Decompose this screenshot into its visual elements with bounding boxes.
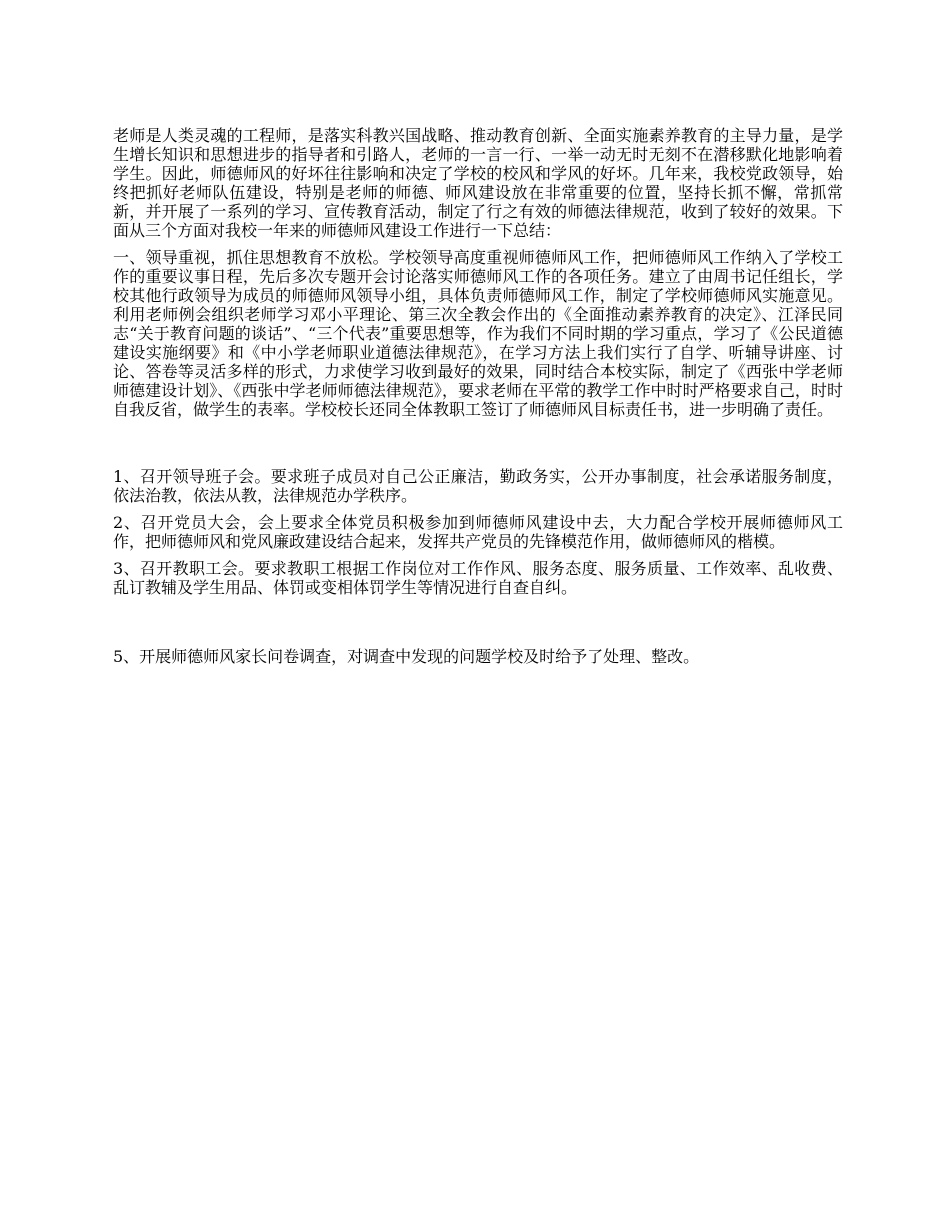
item-5-paragraph: 5、开展师德师风家长问卷调查，对调查中发现的问题学校及时给予了处理、整改。 bbox=[113, 647, 700, 666]
blank-gap bbox=[113, 427, 843, 467]
item-2-paragraph: 2、召开党员大会，会上要求全体党员积极参加到师德师风建设中去，大力配合学校开展师德师风工作，把师德师风和党风廉政建设结合起来，发挥共产党员的先锋模范作用，做师德师风的楷模。 bbox=[113, 513, 843, 551]
blank-gap bbox=[113, 605, 843, 647]
item-1-paragraph: 1、召开领导班子会。要求班子成员对自己公正廉洁，勤政务实，公开办事制度，社会承诺服务制度，依法治教，依法从教，法律规范办学秩序。 bbox=[113, 467, 843, 505]
section-one-paragraph: 一、领导重视，抓住思想教育不放松。学校领导高度重视师德师风工作，把师德师风工作纳入了学校工作的重要议事日程，先后多次专题开会讨论落实师德师风工作的各项任务。建立了由周书记任组长，学校其他行政领导为成员的师德师风领导小组，具体负责师德师风工作，制定了学校师德师风实施意见。利用老师例会组织老师学习邓小平理论、第三次全教会作出的《全面推动素养教育的决定》、江泽民同志“关于教育问题的谈话”、“三个代表”重要思想等，作为我们不同时期的学习重点，学习了《公民道德建设实施纲要》和《中小学老师职业道德法律规范》，在学习方法上我们实行了自学、听辅导讲座、讨论、答卷等灵活多样的形式，力求使学习收到最好的效果，同时结合本校实际，制定了《西张中学老师师德建设计划》、《西张中学老师师德法律规范》，要求老师在平常的教学工作中时时严格要求自己，时时自我反省，做学生的表率。学校校长还同全体教职工签订了师德师风目标责任书，进一步明确了责任。 bbox=[113, 248, 843, 419]
item-3-paragraph: 3、召开教职工会。要求教职工根据工作岗位对工作作风、服务态度、服务质量、工作效率、乱收费、乱订教辅及学生用品、体罚或变相体罚学生等情况进行自查自纠。 bbox=[113, 559, 843, 597]
intro-paragraph: 老师是人类灵魂的工程师，是落实科教兴国战略、推动教育创新、全面实施素养教育的主导力量，是学生增长知识和思想进步的指导者和引路人，老师的一言一行、一举一动无时无刻不在潜移默化地影响着学生。因此，师德师风的好坏往往影响和决定了学校的校风和学风的好坏。几年来，我校党政领导，始终把抓好老师队伍建设，特别是老师的师德、师风建设放在非常重要的位置，坚持长抓不懈，常抓常新，并开展了一系列的学习、宣传教育活动，制定了行之有效的师德法律规范，收到了较好的效果。下面从三个方面对我校一年来的师德师风建设工作进行一下总结： bbox=[113, 126, 843, 240]
document-body bbox=[113, 126, 843, 674]
